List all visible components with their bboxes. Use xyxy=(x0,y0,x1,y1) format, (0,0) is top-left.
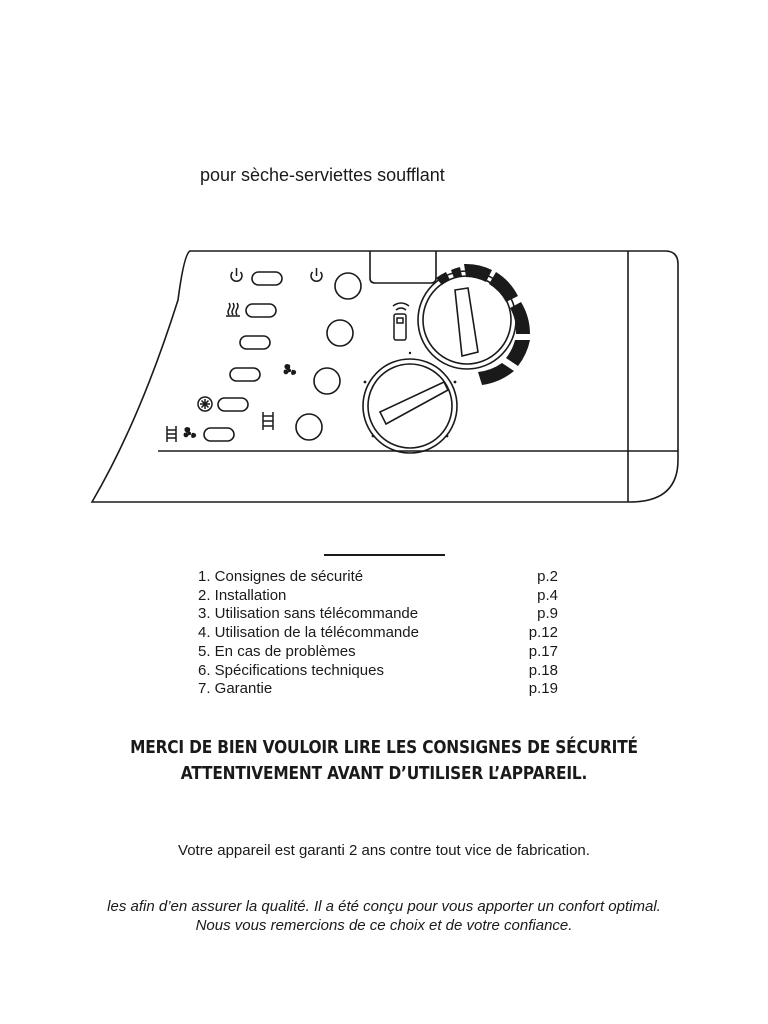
panel-housing-outline xyxy=(92,251,678,502)
toc-item-page: p.17 xyxy=(528,642,558,660)
safety-warning-line-2: ATTENTIVEMENT AVANT D’UTILISER L’APPAREIL. xyxy=(180,764,588,784)
power-icon xyxy=(311,268,322,281)
towel-rail-icon xyxy=(167,426,176,442)
toc-rule xyxy=(324,554,445,556)
toc-item-page: p.12 xyxy=(528,624,558,642)
document-subtitle: pour sèche-serviettes soufflant xyxy=(200,165,445,185)
panel-top-notch xyxy=(370,251,436,283)
towel-rail-icon xyxy=(263,412,273,430)
round-button-fan xyxy=(314,368,340,394)
toc-item[interactable] xyxy=(198,680,558,699)
button-comfort xyxy=(246,304,276,317)
toc-item-page: p.19 xyxy=(528,680,558,698)
toc-item-label: 1. Consignes de sécurité xyxy=(198,568,364,585)
toc-item-page: p.18 xyxy=(528,661,558,679)
toc-item-label: 3. Utilisation sans télécommande xyxy=(198,605,419,623)
table-of-contents xyxy=(198,568,558,699)
button-towel-fan xyxy=(204,428,234,441)
toc-item-label: 2. Installation xyxy=(198,586,287,604)
toc-item[interactable] xyxy=(198,587,558,606)
power-icon xyxy=(231,268,242,281)
toc-item-label: 5. En cas de problèmes xyxy=(198,642,356,660)
fan-icon xyxy=(284,364,297,375)
button-power xyxy=(252,272,282,285)
heat-waves-icon xyxy=(226,303,240,316)
snowflake-icon xyxy=(198,397,212,411)
thanks-paragraph xyxy=(0,898,768,935)
safety-warning-line-1: MERCI DE BIEN VOULOIR LIRE LES CONSIGNES DE SÉCURITÉ xyxy=(130,738,638,758)
round-button-power xyxy=(335,273,361,299)
round-button-towel xyxy=(296,414,322,440)
button-frost xyxy=(218,398,248,411)
toc-item-page: p.4 xyxy=(537,586,558,604)
toc-item[interactable] xyxy=(198,624,558,643)
toc-item-page: p.9 xyxy=(537,605,558,623)
round-button-2 xyxy=(327,320,353,346)
toc-item-label: 6. Spécifications techniques xyxy=(198,661,384,679)
thanks-line-2: Nous vous remercions de ce choix et de votre confiance. xyxy=(195,916,573,934)
toc-item-label: 4. Utilisation de la télécommande xyxy=(198,624,419,642)
fan-icon xyxy=(184,427,197,438)
upper-dial-pointer xyxy=(455,288,478,356)
toc-item[interactable] xyxy=(198,568,558,587)
lower-dial-inner xyxy=(368,364,452,448)
remote-control-icon xyxy=(393,303,409,340)
lower-dial-outer xyxy=(363,359,457,453)
button-mode xyxy=(240,336,270,349)
toc-item-page: p.2 xyxy=(537,568,558,585)
toc-item[interactable] xyxy=(198,643,558,662)
guarantee-text: Votre appareil est garanti 2 ans contre tout vice de fabrication. xyxy=(178,842,590,859)
button-fan xyxy=(230,368,260,381)
toc-item-label: 7. Garantie xyxy=(198,680,273,698)
control-panel-diagram xyxy=(0,240,768,520)
toc-item[interactable] xyxy=(198,605,558,624)
lower-dial-pointer xyxy=(380,382,448,424)
safety-warning xyxy=(46,735,722,787)
thanks-line-1: les afin d’en assurer la qualité. Il a été conçu pour vous apporter un confort optimal. xyxy=(107,898,661,915)
toc-item[interactable] xyxy=(198,662,558,681)
